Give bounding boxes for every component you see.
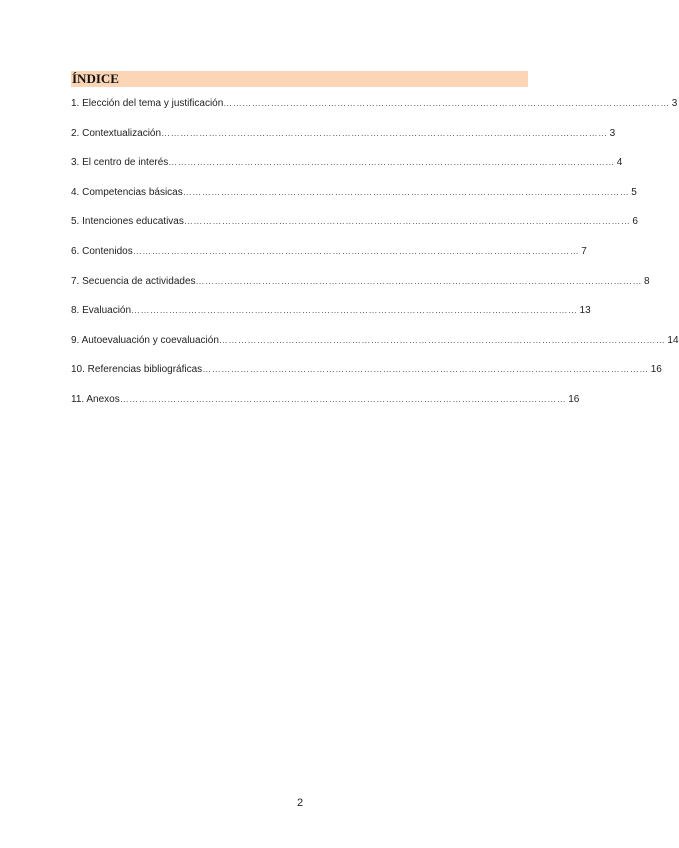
toc-entry-title: 9. Autoevaluación y coevaluación: [71, 334, 219, 346]
toc-entry: [71, 155, 623, 170]
toc-dot-leader: ……………………………………………………………………………………………………………………………: [223, 98, 670, 108]
table-of-contents: [71, 96, 679, 422]
toc-entry-page: 16: [568, 393, 580, 405]
toc-entry-title: 5. Intenciones educativas: [71, 216, 184, 228]
toc-entry: [71, 274, 650, 289]
toc-entry-title: 1. Elección del tema y justificación: [71, 98, 224, 109]
toc-entry-title: 4. Competencias básicas: [71, 186, 183, 198]
toc-entry-page: 5: [631, 186, 637, 198]
toc-dot-leader: ……………………………………………………………………………………………………………………………: [132, 245, 580, 256]
toc-entry: [71, 185, 637, 200]
toc-entry-title: 10. Referencias bibliográficas: [71, 364, 203, 376]
toc-entry-title: 6. Contenidos: [71, 245, 133, 257]
toc-entry: [71, 303, 591, 318]
toc-entry-title: 3. El centro de interés: [71, 157, 169, 169]
toc-dot-leader: ……………………………………………………………………………………………………………………………: [168, 157, 615, 168]
toc-entry-title: 8. Evaluación: [71, 305, 132, 317]
toc-dot-leader: ……………………………………………………………………………………………………………………………: [202, 364, 649, 375]
toc-entry: [71, 96, 678, 111]
toc-entry-title: 7. Secuencia de actividades: [71, 275, 196, 287]
toc-entry-page: 14: [667, 334, 679, 346]
toc-entry: [71, 362, 662, 377]
toc-entry: [71, 126, 616, 141]
toc-dot-leader: ……………………………………………………………………………………………………………………………: [182, 186, 630, 197]
toc-entry-page: 4: [616, 157, 623, 169]
toc-entry-page: 6: [632, 216, 638, 228]
toc-entry-page: 13: [579, 305, 591, 317]
toc-entry: [71, 392, 580, 407]
toc-dot-leader: ……………………………………………………………………………………………………………………………: [218, 334, 666, 345]
toc-entry-title: 2. Contextualización: [71, 127, 162, 139]
page-number: 2: [296, 797, 304, 809]
toc-entry-page: 7: [581, 245, 587, 257]
toc-entry-page: 8: [644, 275, 650, 287]
toc-entry-page: 16: [650, 364, 662, 376]
toc-entry-page: 3: [609, 127, 616, 139]
toc-entry-page: 3: [671, 98, 678, 109]
index-heading: ÍNDICE: [71, 71, 528, 87]
toc-dot-leader: ……………………………………………………………………………………………………………………………: [119, 393, 567, 404]
toc-entry: [71, 244, 587, 259]
toc-dot-leader: ……………………………………………………………………………………………………………………………: [183, 216, 631, 227]
toc-dot-leader: ……………………………………………………………………………………………………………………………: [131, 305, 578, 316]
toc-dot-leader: ……………………………………………………………………………………………………………………………: [161, 127, 608, 138]
toc-entry: [71, 214, 638, 229]
toc-dot-leader: ……………………………………………………………………………………………………………………………: [195, 275, 643, 286]
toc-entry-title: 11. Anexos: [71, 393, 120, 405]
toc-entry: [71, 333, 679, 348]
